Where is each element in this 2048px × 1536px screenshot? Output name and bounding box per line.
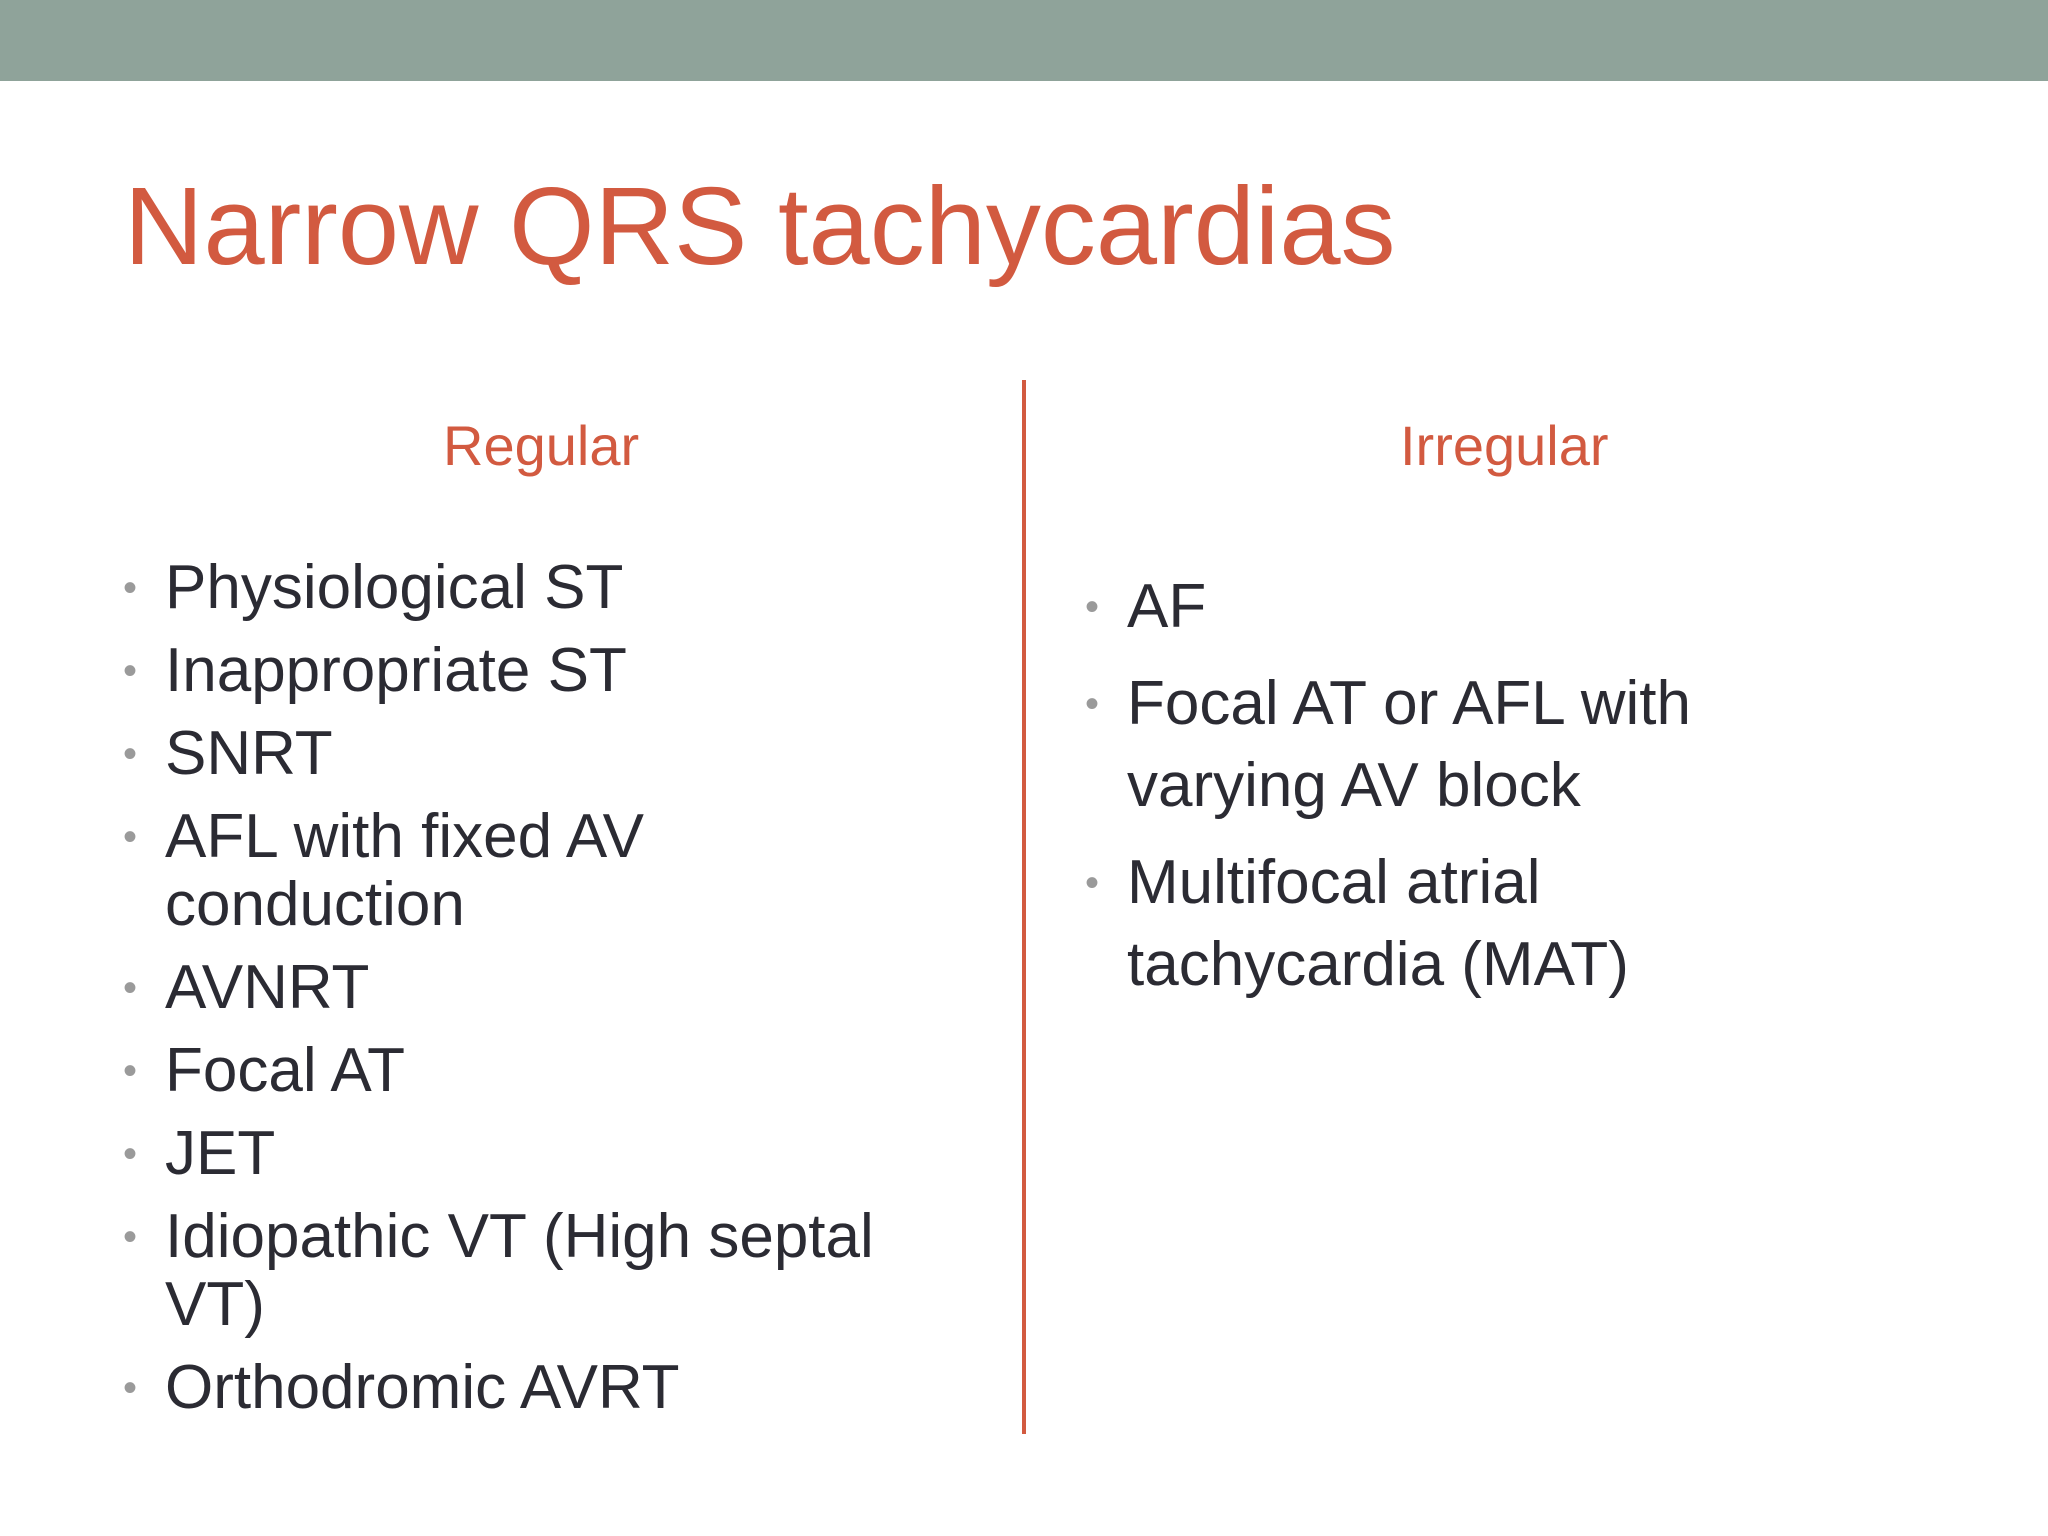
list-item-text: JET	[165, 1119, 276, 1188]
bullet-icon: •	[1085, 682, 1100, 726]
list-item-text: Orthodromic AVRT	[165, 1353, 680, 1422]
list-item	[123, 802, 905, 939]
list-item-text: Focal AT or AFL with varying AV block	[1127, 669, 1691, 820]
list-item	[123, 553, 905, 622]
irregular-list	[1085, 566, 1847, 1021]
list-item-text: Idiopathic VT (High septal VT)	[165, 1202, 874, 1339]
list-item-text: Multifocal atrial tachycardia (MAT)	[1127, 848, 1629, 999]
bullet-icon: •	[123, 732, 138, 776]
list-item-text: SNRT	[165, 719, 333, 788]
bullet-icon: •	[123, 966, 138, 1010]
column-header-irregular: Irregular	[1400, 414, 1609, 477]
bullet-icon: •	[1085, 585, 1100, 629]
header-band	[0, 0, 2048, 81]
list-item-text: AF	[1127, 572, 1207, 641]
bullet-icon: •	[1085, 861, 1100, 905]
list-item-text: Physiological ST	[165, 553, 624, 622]
list-item	[123, 636, 905, 705]
bullet-icon: •	[123, 649, 138, 693]
bullet-icon: •	[123, 1132, 138, 1176]
list-item-text: Focal AT	[165, 1036, 406, 1105]
list-item-text: AVNRT	[165, 953, 370, 1022]
list-item	[123, 1353, 905, 1422]
bullet-icon: •	[123, 1215, 138, 1259]
bullet-icon: •	[123, 1366, 138, 1410]
column-divider	[1022, 380, 1026, 1434]
list-item-text: Inappropriate ST	[165, 636, 627, 705]
list-item	[1085, 566, 1847, 648]
bullet-icon: •	[123, 815, 138, 859]
list-item	[1085, 663, 1847, 827]
column-header-regular: Regular	[443, 414, 640, 477]
list-item-text: AFL with fixed AV conduction	[165, 802, 644, 939]
slide-title: Narrow QRS tachycardias	[124, 165, 1396, 288]
list-item	[1085, 842, 1847, 1006]
regular-list	[123, 553, 905, 1437]
list-item	[123, 719, 905, 788]
list-item	[123, 1036, 905, 1105]
bullet-icon: •	[123, 1049, 138, 1093]
list-item	[123, 953, 905, 1022]
list-item	[123, 1119, 905, 1188]
bullet-icon: •	[123, 566, 138, 610]
list-item	[123, 1202, 905, 1339]
